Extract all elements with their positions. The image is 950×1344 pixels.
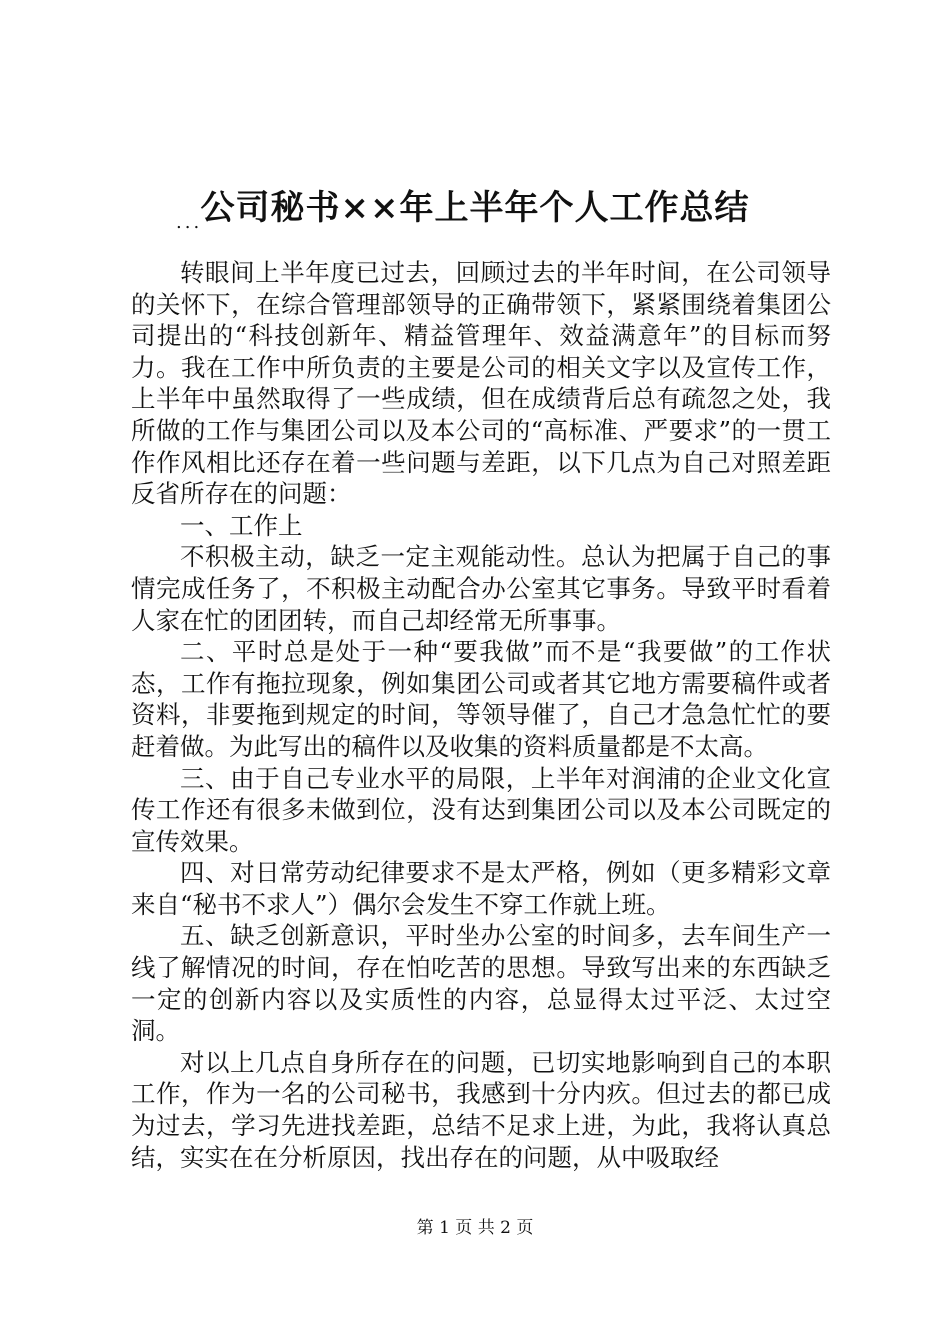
paragraph-point-four: 四、对日常劳动纪律要求不是太严格，例如（更多精彩文章来自“秘书不求人”）偶尔会发生不穿工作就上班。 [131, 858, 831, 919]
document-body [131, 257, 831, 1173]
paragraph-conclusion: 对以上几点自身所存在的问题，已切实地影响到自己的本职工作，作为一名的公司秘书，我感到十分内疚。但过去的都已成为过去，学习先进找差距，总结不足求上进，为此，我将认真总结，实实在在分析原因，找出存在的问题，从中吸取经 [131, 1047, 831, 1172]
page-number-footer: 第 1 页 共 2 页 [416, 1218, 534, 1238]
paragraph-not-proactive: 不积极主动，缺乏一定主观能动性。总认为把属于自己的事情完成任务了，不积极主动配合办公室其它事务。导致平时看着人家在忙的团团转，而自己却经常无所事事。 [131, 542, 831, 635]
paragraph-point-five: 五、缺乏创新意识，平时坐办公室的时间多，去车间生产一线了解情况的时间，存在怕吃苦的思想。导致写出来的东西缺乏一定的创新内容以及实质性的内容，总显得太过平泛、太过空洞。 [131, 921, 831, 1046]
paragraph-point-three: 三、由于自己专业水平的局限，上半年对润浦的企业文化宣传工作还有很多未做到位，没有达到集团公司以及本公司既定的宣传效果。 [131, 763, 831, 856]
paragraph-point-two: 二、平时总是处于一种“要我做”而不是“我要做”的工作状态，工作有拖拉现象，例如集团公司或者其它地方需要稿件或者资料，非要拖到规定的时间，等领导催了，自己才急急忙忙的要赶着做。为此写出的稿件以及收集的资料质量都是不太高。 [131, 637, 831, 761]
document-title: 公司秘书××年上半年个人工作总结 [200, 188, 750, 228]
paragraph-heading-work: 一、工作上 [180, 510, 303, 540]
ellipsis-marker: ... [176, 212, 203, 233]
paragraph-intro: 转眼间上半年度已过去，回顾过去的半年时间，在公司领导的关怀下，在综合管理部领导的正确带领下，紧紧围绕着集团公司提出的“科技创新年、精益管理年、效益满意年”的目标而努力。我在工作中所负责的主要是公司的相关文字以及宣传工作，上半年中虽然取得了一些成绩，但在成绩背后总有疏忽之处，我所做的工作与集团公司以及本公司的“高标准、严要求”的一贯工作作风相比还存在着一些问题与差距，以下几点为自己对照差距反省所存在的问题： [131, 258, 831, 509]
